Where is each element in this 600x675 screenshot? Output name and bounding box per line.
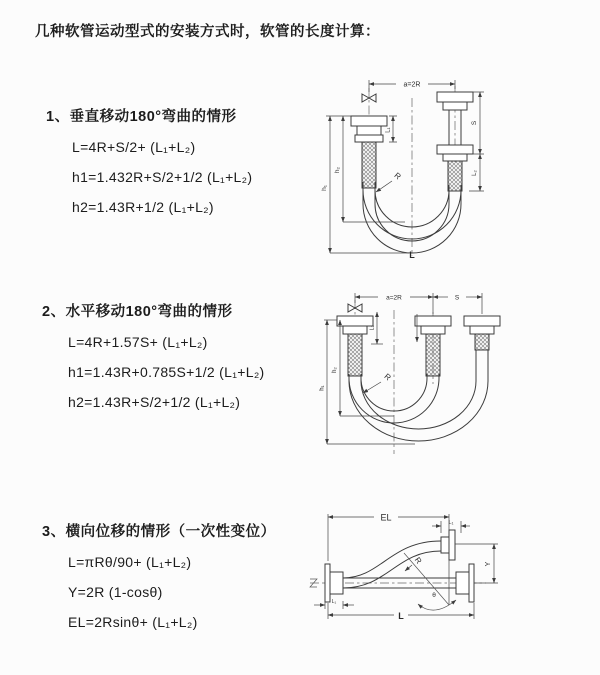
dim-l <box>328 603 474 621</box>
dim-label-theta: θ <box>432 592 436 599</box>
section-lateral-displacement <box>42 520 276 637</box>
dim-extension-lines <box>355 293 482 314</box>
dim-s <box>433 295 482 302</box>
dim-label-h2: h₂ <box>334 166 341 174</box>
formula-h1: h1=1.43R+0.785S+1/2 (L₁+L₂) <box>68 364 265 380</box>
angle-construction <box>404 553 456 610</box>
dim-l1-bottom <box>314 599 354 609</box>
dim-label-a2r: a=2R <box>386 294 402 302</box>
dim-label-h1: h₁ <box>319 385 326 391</box>
section-vertical-movement <box>46 105 252 222</box>
hose-s-curve <box>343 541 441 588</box>
diagram-3-drawing <box>306 505 598 655</box>
diagram-vertical-180-bend <box>312 70 592 260</box>
formula-y: Y=2R (1-cosθ) <box>68 584 163 600</box>
hose-u-bend <box>349 350 488 441</box>
dim-label-l2: L₂ <box>472 170 478 176</box>
formula-h2: h2=1.43R+1/2 (L₁+L₂) <box>72 199 214 215</box>
dim-label-l: L <box>398 611 404 621</box>
diagram-lateral-displacement <box>306 505 598 655</box>
left-pipe-fitting <box>351 116 387 188</box>
dim-radius <box>363 372 393 393</box>
dim-radius <box>405 556 424 571</box>
diagram-2-drawing <box>315 286 595 458</box>
dim-a-2r <box>355 295 433 302</box>
displaced-flange <box>441 530 455 560</box>
dim-label-s: S <box>471 120 478 126</box>
right-pipe-fitting <box>464 316 500 350</box>
dim-label-a2r: a=2R <box>403 81 421 89</box>
formula-el: EL=2Rsinθ+ (L₁+L₂) <box>68 614 198 630</box>
dim-label-l1-bottom: L₁ <box>331 599 337 605</box>
dim-label-l1: L₁ <box>369 325 376 331</box>
section-3-heading: 3、横向位移的情形（一次性变位） <box>42 524 276 540</box>
middle-pipe-fitting <box>415 316 451 376</box>
formula-length: L=πRθ/90+ (L₁+L₂) <box>68 554 192 570</box>
dim-label-r: R <box>382 371 393 383</box>
section-2-heading: 2、水平移动180°弯曲的情形 <box>42 304 233 320</box>
dim-label-h2: h₂ <box>332 367 338 373</box>
dim-label-y: Y <box>485 561 492 567</box>
dim-label-el: EL <box>380 512 392 523</box>
diagram-horizontal-180-bend <box>315 286 595 458</box>
left-hose-braid <box>362 142 376 188</box>
dim-label-l: L <box>409 250 415 260</box>
diagram-1-drawing <box>312 70 592 260</box>
dim-label-r: R <box>412 555 424 566</box>
right-hose-braid <box>448 161 462 191</box>
dim-label-h1: h₁ <box>321 185 328 191</box>
formula-h2: h2=1.43R+S/2+1/2 (L₁+L₂) <box>68 394 241 410</box>
dim-label-r: R <box>392 170 403 182</box>
dim-a-2r <box>369 80 455 92</box>
dim-h1 <box>320 320 416 444</box>
formula-length: L=4R+S/2+ (L₁+L₂) <box>72 139 196 155</box>
dim-radius <box>376 171 403 192</box>
right-flange <box>456 564 474 602</box>
dim-l2 <box>472 154 480 191</box>
formula-h1: h1=1.432R+S/2+1/2 (L₁+L₂) <box>72 169 253 185</box>
section-1-heading: 1、垂直移动180°弯曲的情形 <box>46 109 237 125</box>
section-horizontal-movement <box>42 300 265 417</box>
left-pipe-fitting <box>337 316 373 376</box>
formula-length: L=4R+1.57S+ (L₁+L₂) <box>68 334 208 350</box>
left-flange <box>325 564 343 602</box>
dim-label-l1: L₁ <box>385 127 392 133</box>
dim-label-l1-top: L₁ <box>448 520 454 526</box>
dim-label-s: S <box>454 294 460 302</box>
page-title: 几种软管运动型式的安装方式时，软管的长度计算： <box>35 24 380 40</box>
